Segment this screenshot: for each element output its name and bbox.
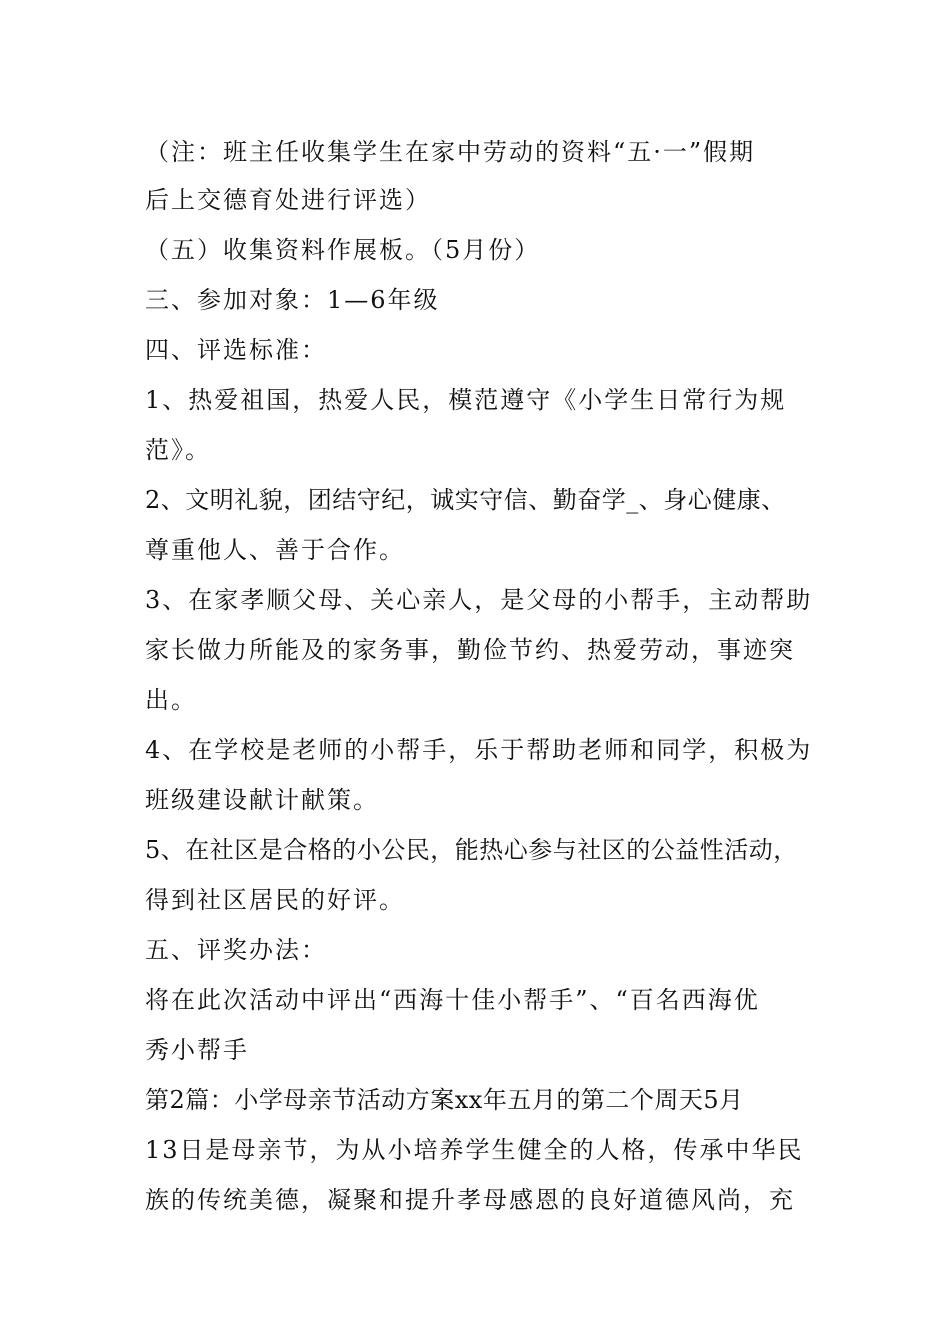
text-line: 四、评选标准：	[145, 336, 327, 364]
text-line: 2、文明礼貌，团结守纪，诚实守信、勤奋学_、身心健康、	[145, 486, 786, 514]
text-line: 将在此次活动中评出“西海十佳小帮手”、“百名西海优	[145, 986, 760, 1014]
text-line: （五）收集资料作展板。（5月份）	[145, 236, 541, 264]
text-line: 4、在学校是老师的小帮手，乐于帮助老师和同学，积极为	[145, 736, 813, 764]
text-line: 得到社区居民的好评。	[145, 886, 405, 914]
text-line: 家长做力所能及的家务事，勤俭节约、热爱劳动，事迹突	[145, 636, 795, 664]
text-line: 范》。	[145, 436, 211, 464]
text-line: 5、在社区是合格的小公民，能热心参与社区的公益性活动，	[145, 836, 798, 864]
text-line: 五、评奖办法：	[145, 936, 327, 964]
text-line: 出。	[145, 686, 197, 714]
text-line: 秀小帮手	[145, 1036, 249, 1064]
text-line: 三、参加对象：1—6年级	[145, 286, 440, 314]
text-line: 族的传统美德，凝聚和提升孝母感恩的良好道德风尚，充	[145, 1186, 795, 1214]
text-line: 第2篇：小学母亲节活动方案xx年五月的第二个周天5月	[145, 1086, 744, 1114]
text-line: 尊重他人、善于合作。	[145, 536, 405, 564]
text-line: 13日是母亲节，为从小培养学生健全的人格，传承中华民	[145, 1136, 804, 1164]
text-line: 后上交德育处进行评选）	[145, 186, 431, 214]
text-line: 1、热爱祖国，热爱人民，模范遵守《小学生日常行为规	[145, 386, 787, 414]
text-line: （注：班主任收集学生在家中劳动的资料“五·一”假期	[145, 138, 756, 166]
text-line: 班级建设献计献策。	[145, 786, 379, 814]
text-line: 3、在家孝顺父母、关心亲人，是父母的小帮手，主动帮助	[145, 586, 813, 614]
